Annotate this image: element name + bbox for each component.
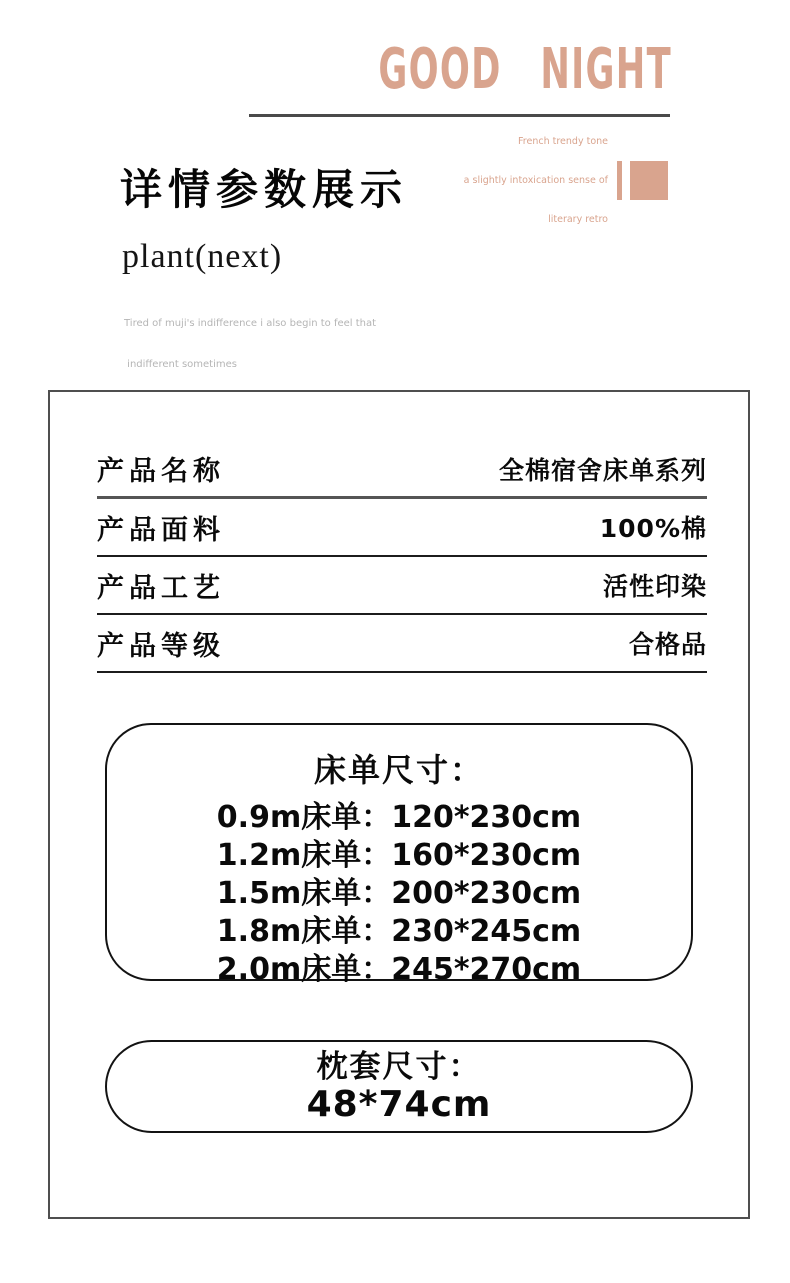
spec-label: 产品等级 xyxy=(97,630,225,662)
table-row xyxy=(97,499,707,557)
spec-label: 产品名称 xyxy=(97,456,225,487)
note-line: indifferent sometimes xyxy=(124,358,237,370)
spec-label: 产品面料 xyxy=(97,514,225,546)
page-title: 详情参数展示 xyxy=(120,165,409,214)
spec-value: 全棉宿舍床单系列 xyxy=(498,455,707,485)
sheet-size-box xyxy=(105,723,693,987)
sheet-size-item: 1.5m床单：200*230cm xyxy=(216,876,582,911)
sheet-size-item: 2.0m床单：245*270cm xyxy=(216,952,582,987)
pillow-size-box xyxy=(105,1040,693,1133)
tagline-line: French trendy tone xyxy=(518,136,608,147)
sheet-size-list xyxy=(107,799,691,989)
sheet-size-item: 1.2m床单：160*230cm xyxy=(216,838,582,873)
table-row xyxy=(97,557,707,615)
accent-block xyxy=(630,161,668,200)
spec-label: 产品工艺 xyxy=(97,572,225,604)
pillow-size-title: 枕套尺寸： xyxy=(316,1049,482,1085)
note-line: Tired of muji's indifference i also begin to feel that xyxy=(124,318,377,329)
subtitle: plant(next) xyxy=(122,238,283,275)
spec-value: 100%棉 xyxy=(599,514,707,543)
tagline-group xyxy=(463,136,668,225)
sheet-size-item: 0.9m床单：120*230cm xyxy=(216,800,582,835)
accent-bar xyxy=(617,161,622,200)
sheet-size-item: 1.8m床单：230*245cm xyxy=(216,914,582,949)
sheet-size-title: 床单尺寸： xyxy=(313,751,484,789)
tagline-line: literary retro xyxy=(548,214,608,225)
spec-panel xyxy=(48,390,750,1219)
spec-table xyxy=(97,441,707,673)
brand-logo: GOOD NIGHT xyxy=(378,37,672,102)
spec-value: 活性印染 xyxy=(602,572,707,601)
tagline-text xyxy=(464,109,608,252)
tagline-line: a slightly intoxication sense of xyxy=(463,175,608,186)
pillow-size-value: 48*74cm xyxy=(306,1084,492,1125)
spec-value: 合格品 xyxy=(628,630,707,659)
table-row xyxy=(97,441,707,499)
table-row xyxy=(97,615,707,673)
